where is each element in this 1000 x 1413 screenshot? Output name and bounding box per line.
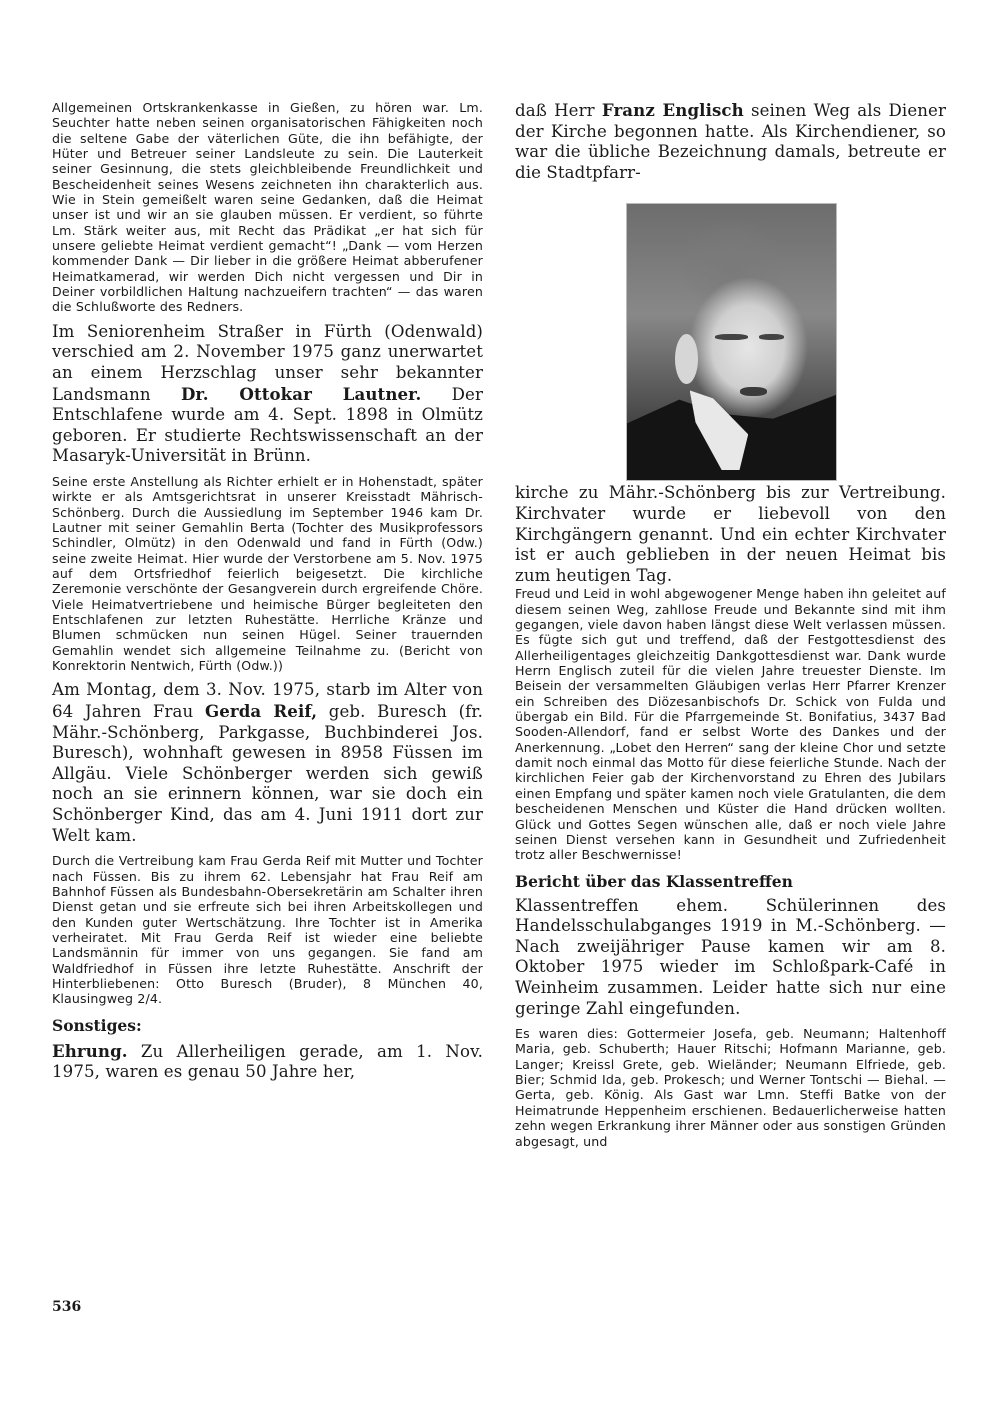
lautner-name: Dr. Ottokar Lautner. [180, 383, 422, 404]
englisch-lead: daß Herr Franz Englisch seinen Weg als Diener der Kirche begonnen hatte. Als Kirchendiener, so war die übliche Bezeichnung damals, betreute er die Stadtpfarr- [515, 100, 946, 182]
reif-name: Gerda Reif, [204, 701, 318, 722]
reif-obituary-body: Durch die Vertreibung kam Frau Gerda Reif mit Mutter und Tochter nach Füssen. Bis zu ihrem 62. Lebensjahr hat Frau Reif am Bahnhof Füssen als Bundesbahn-Obersekretärin am Schalter ihren Dienst getan und sie erfreute sich bei ihren Arbeitskollegen und den Kunden guter Wertschätzung. Ihre Tochter ist in Amerika verheiratet. Mit Frau Gerda Reif ist wieder eine beliebte Landsmännin für immer von uns gegangen. Sie fand am Waldfriedhof in Füssen ihre letzte Ruhestätte. Anschrift der Hinterbliebenen: Otto Buresch (Bruder), 8 München 40, Klausingweg 2/4. [52, 853, 483, 1007]
portrait-photo [626, 203, 837, 481]
seuchter-tribute-paragraph: Allgemeinen Ortskrankenkasse in Gießen, zu hören war. Lm. Seuchter hatte neben seinen organisatorischen Fähigkeiten noch die seltene Gabe der väterlichen Güte, die ihn befähigte, der Hüter und Betreuer seiner Landsleute zu sein. Die Lauterkeit seiner Gesinnung, die stets gleichbleibende Freundlichkeit und Bescheidenheit seines Wesens zeichneten ihn charakterlich aus. Wie in Stein gemeißelt waren seine Gedanken, daß die Heimat unser ist und wir an sie glauben müssen. Er verdient, so führte Lm. Stärk weiter aus, mit Recht das Prädikat „er hat sich für unsere geliebte Heimat verdient gemacht“! „Dank — vom Herzen kommender Dank — Dir lieber in die größere Heimat abberufener Heimatkamerad, wir werden Dich nicht vergessen und Dir in Deiner vorbildlichen Haltung nachzueifern trachten“ — das waren die Schlußworte des Redners. [52, 100, 483, 315]
englisch-body: Freud und Leid in wohl abgewogener Menge haben ihn geleitet auf diesem seinen Weg, zahllose Freude und Bekannte sind mit ihm gegangen, viele davon haben längst diese Welt verlassen müssen. Es fügte sich gut und treffend, daß der Festgottesdienst des Allerheiligentages gleichzeitig Dankgottesdienst war. Dank wurde Herrn Englisch zuteil für die vielen Jahre treuester Dienste. Im Beisein der versammelten Gläubigen verlas Herr Pfarrer Krenzer ein Schreiben des Diözesanbischofs Dr. Schick von Fulda und übergab ein Bild. Für die Pfarrgemeinde St. Bonifatius, 3437 Bad Sooden-Allendorf, fand er selbst Worte des Dankes und der Anerkennung. „Lobet den Herren“ sang der kleine Chor und setzte damit noch einmal das Motto für diese feierliche Stunde. Nach der kirchlichen Feier gab der Kirchenvorstand zu Ehren des Jubilars einen Empfang und später kamen noch viele Gratulanten, die dem bescheidenen Menschen und Küster die Hand drücken wollten. Glück und Gottes Segen wünschen alle, daß er noch viele Jahre seinen Dienst versehen kann in Gesundheit und Zufriedenheit trotz aller Beschwernisse! [515, 586, 946, 863]
englisch-name: Franz Englisch [601, 100, 744, 120]
page-number: 536 [52, 1299, 82, 1315]
klassentreffen-lead: Klassentreffen ehem. Schülerinnen des Handelsschulabganges 1919 in M.-Schönberg. — Nach zweijähriger Pause kamen wir am 8. Oktober 1975 wieder im Schloßpark-Café in Weinheim zusammen. Leider hatte sich nur eine geringe Zahl eingefunden. [515, 895, 946, 1018]
klassentreffen-body: Es waren dies: Gottermeier Josefa, geb. Neumann; Haltenhoff Maria, geb. Schuberth; Hauer Ritschi; Hofmann Marianne, geb. Langer; Kreissl Grete, geb. Wieländer; Neumann Elfriede, geb. Bier; Schmid Ida, geb. Prokesch; und Werner Tontschi — Biehal. — Gerta, geb. König. Als Gast war Lmn. Steffi Batke von der Heimatrunde Heppenheim erschienen. Bedauerlicherweise hatten zehn wegen Erkrankung ihrer Männer oder aus sonstigen Gründen abgesagt, und [515, 1026, 946, 1149]
left-column [52, 100, 483, 1083]
section-heading-klassentreffen: Bericht über das Klassentreffen [515, 871, 793, 891]
photo-detail [675, 334, 698, 384]
englisch-continuation: kirche zu Mähr.-Schönberg bis zur Vertreibung. Kirchvater wurde er liebevoll von den Kirchgängern genannt. Und ein echter Kirchvater ist er auch geblieben in der neuen Heimat bis zum heutigen Tag. [515, 483, 946, 585]
lautner-obituary-lead: Im Seniorenheim Straßer in Fürth (Odenwald) verschied am 2. November 1975 ganz unerwartet an einem Herzschlag unser sehr bekannter Landsmann Dr. Ottokar Lautner. Der Entschlafene wurde am 4. Sept. 1898 in Olmütz geboren. Er studierte Rechtswissenschaft an der Masaryk-Universität in Brünn. [52, 321, 483, 466]
right-column [515, 100, 946, 1149]
section-heading-sonstiges: Sonstiges: [52, 1015, 142, 1035]
ehrung-paragraph: Ehrung. Zu Allerheiligen gerade, am 1. Nov. 1975, waren es genau 50 Jahre her, [52, 1040, 483, 1082]
photo-detail [759, 334, 784, 340]
lautner-obituary-body: Seine erste Anstellung als Richter erhielt er in Hohenstadt, später wirkte er als Amtsgerichtsrat in unserer Kreisstadt Mährisch-Schönberg. Durch die Aussiedlung im September 1946 kam Dr. Lautner mit seiner Gemahlin Berta (Tochter des Musikprofessors Schindler, Olmütz) in den Odenwald und fand in Fürth (Odw.) seine zweite Heimat. Hier wurde der Verstorbene am 5. Nov. 1975 auf dem Ortsfriedhof feierlich beigesetzt. Die kirchliche Zeremonie verschönte der Gesangverein durch ergreifende Chöre. Viele Heimatvertriebene und heimische Bürger begleiteten den Entschlafenen zur letzten Ruhestätte. Herrliche Kränze und Blumen schmücken nun seinen Hügel. Seiner trauernden Gemahlin wendet sich allgemeine Teilnahme zu. (Bericht von Konrektorin Nentwich, Fürth (Odw.)) [52, 473, 483, 674]
photo-container [515, 183, 946, 483]
photo-detail [740, 387, 767, 397]
photo-detail [715, 334, 748, 340]
ehrung-label: Ehrung. [52, 1040, 128, 1061]
reif-obituary-lead: Am Montag, dem 3. Nov. 1975, starb im Alter von 64 Jahren Frau Gerda Reif, geb. Buresch (fr. Mähr.-Schönberg, Parkgasse, Buchbinderei Jos. Buresch), wohnhaft gewesen in 8958 Füssen im Allgäu. Viele Schönberger werden sich gewiß noch an sie erinnern können, war sie doch ein Schönberger Kind, das am 4. Juni 1911 dort zur Welt kam. [52, 680, 483, 845]
